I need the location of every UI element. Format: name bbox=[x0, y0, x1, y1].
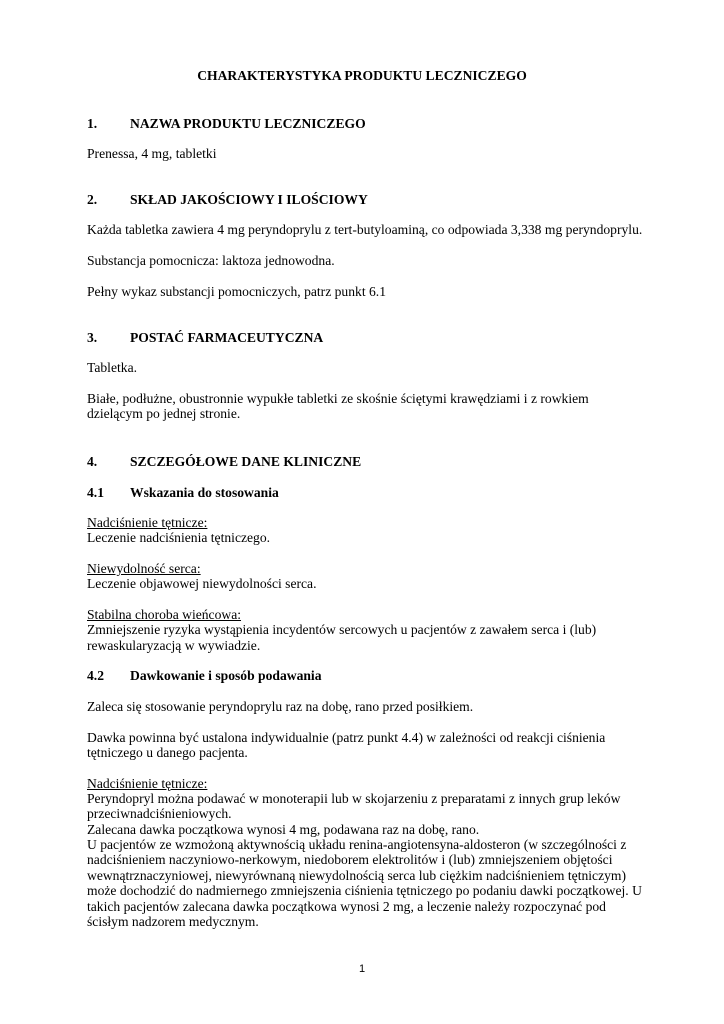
section-2-title: SKŁAD JAKOŚCIOWY I ILOŚCIOWY bbox=[130, 192, 368, 207]
section-1-number: 1. bbox=[87, 116, 98, 131]
dosing-line: przeciwnadciśnieniowych. bbox=[87, 806, 232, 821]
dosing-line: U pacjentów ze wzmożoną aktywnością układu renina-angiotensyna-aldosteron (w szczególności z bbox=[87, 837, 627, 852]
section-4-1-title: Wskazania do stosowania bbox=[130, 485, 279, 500]
form-description-line-2: dzielącym po jednej stronie. bbox=[87, 406, 241, 421]
dosing-line: Peryndopryl można podawać w monoterapii lub w skojarzeniu z preparatami z innych grup leków bbox=[87, 791, 621, 806]
section-4-number: 4. bbox=[87, 454, 98, 469]
indication-hypertension-text: Leczenie nadciśnienia tętniczego. bbox=[87, 530, 271, 545]
dosing-line: takich pacjentów zalecana dawka początkowa wynosi 2 mg, a leczenie należy rozpoczynać pod bbox=[87, 899, 606, 914]
section-4-2-title: Dawkowanie i sposób podawania bbox=[130, 668, 322, 683]
dosing-general-text: Zaleca się stosowanie peryndoprylu raz na dobę, rano przed posiłkiem. bbox=[87, 699, 474, 714]
dosing-hypertension-heading: Nadciśnienie tętnicze: bbox=[87, 776, 208, 791]
indication-coronary-text-line-1: Zmniejszenie ryzyka wystąpienia incydentów sercowych u pacjentów z zawałem serca i (lub) bbox=[87, 622, 597, 637]
page-number: 1 bbox=[358, 963, 366, 975]
dosing-line: wewnątrznaczyniowej, niewyrównaną niewydolnością serca lub ciężkim nadciśnieniem tętniczym) bbox=[87, 868, 627, 883]
dosing-line: nadciśnieniem naczyniowo-nerkowym, niedoborem elektrolitów i (lub) zmniejszeniem objętości bbox=[87, 852, 613, 867]
dosing-individual-line-1: Dawka powinna być ustalona indywidualnie (patrz punkt 4.4) w zależności od reakcji ciśnienia bbox=[87, 730, 606, 745]
dosing-line: Zalecana dawka początkowa wynosi 4 mg, podawana raz na dobę, rano. bbox=[87, 822, 480, 837]
dosing-individual-line-2: tętniczego u danego pacjenta. bbox=[87, 745, 248, 760]
section-2-number: 2. bbox=[87, 192, 98, 207]
product-name: Prenessa, 4 mg, tabletki bbox=[87, 146, 217, 161]
document-title: CHARAKTERYSTYKA PRODUKTU LECZNICZEGO bbox=[197, 68, 527, 83]
composition-text: Każda tabletka zawiera 4 mg peryndoprylu z tert-butyloaminą, co odpowiada 3,338 mg peryndoprylu. bbox=[87, 222, 643, 237]
section-3-title: POSTAĆ FARMACEUTYCZNA bbox=[130, 330, 324, 345]
section-4-title: SZCZEGÓŁOWE DANE KLINICZNE bbox=[130, 454, 362, 469]
form-text: Tabletka. bbox=[87, 360, 138, 375]
excipient-text: Substancja pomocnicza: laktoza jednowodna. bbox=[87, 253, 335, 268]
excipient-reference: Pełny wykaz substancji pomocniczych, patrz punkt 6.1 bbox=[87, 284, 386, 299]
section-4-1-number: 4.1 bbox=[87, 485, 104, 500]
indication-heart-failure-heading: Niewydolność serca: bbox=[87, 561, 201, 576]
dosing-line: ścisłym nadzorem medycznym. bbox=[87, 914, 259, 929]
indication-coronary-heading: Stabilna choroba wieńcowa: bbox=[87, 607, 242, 622]
indication-hypertension-heading: Nadciśnienie tętnicze: bbox=[87, 515, 208, 530]
section-4-2-number: 4.2 bbox=[87, 668, 104, 683]
indication-coronary-text-line-2: rewaskularyzacją w wywiadzie. bbox=[87, 638, 261, 653]
section-3-number: 3. bbox=[87, 330, 98, 345]
section-1-title: NAZWA PRODUKTU LECZNICZEGO bbox=[130, 116, 366, 131]
form-description-line-1: Białe, podłużne, obustronnie wypukłe tabletki ze skośnie ściętymi krawędziami i z rowkiem bbox=[87, 391, 589, 406]
dosing-line: może dochodzić do nadmiernego zmniejszenia ciśnienia tętniczego po podaniu dawki początkowej. U bbox=[87, 883, 642, 898]
indication-heart-failure-text: Leczenie objawowej niewydolności serca. bbox=[87, 576, 317, 591]
